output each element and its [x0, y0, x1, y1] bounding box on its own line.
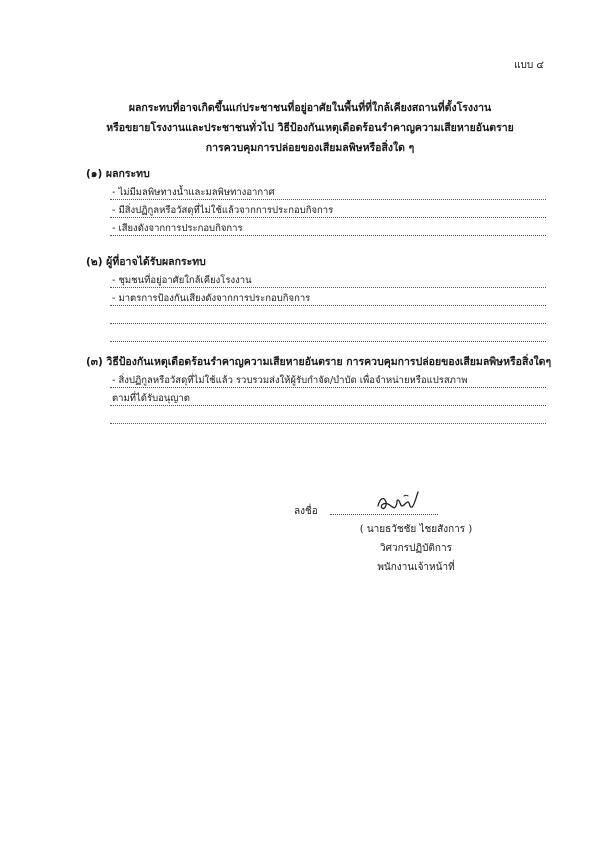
- dotted-line: [110, 306, 546, 324]
- prevention-item: ตามที่ได้รับอนุญาต: [112, 393, 190, 404]
- signature-row: [290, 494, 490, 516]
- dotted-line: [110, 370, 546, 388]
- section-heading: (๓) วิธีป้องกันเหตุเดือดร้อนรำคาญความเสียหายอันตราย การควบคุมการปล่อยของเสียมลพิษหรือสิ่งใดๆ: [86, 356, 552, 368]
- dotted-line: [110, 388, 546, 406]
- signer-role: พนักงานเจ้าหน้าที่: [377, 562, 455, 573]
- dotted-line: [110, 200, 546, 218]
- dotted-line: [110, 324, 546, 342]
- dotted-line: [110, 182, 546, 200]
- section-affected: [86, 254, 546, 342]
- form-code: แบบ ๔: [514, 60, 544, 71]
- impact-item: - ไม่มีมลพิษทางน้ำและมลพิษทางอากาศ: [112, 187, 275, 198]
- signer-details: [336, 520, 496, 577]
- signer-position: วิศวกรปฏิบัติการ: [380, 543, 452, 554]
- prevention-item: - สิ่งปฏิกูลหรือวัสดุที่ไม่ใช้แล้ว รวบรวมส่งให้ผู้รับกำจัด/บำบัด เพื่อจำหน่ายหรือแปรสภาพ: [112, 375, 468, 386]
- dotted-line: [110, 406, 546, 424]
- dotted-line: [110, 218, 546, 236]
- section-heading: (๒) ผู้ที่อาจได้รับผลกระทบ: [86, 256, 206, 268]
- section-impact: [86, 166, 546, 236]
- title-line-3: การควบคุมการปล่อยของเสียมลพิษหรือสิ่งใด ๆ: [205, 142, 415, 154]
- dotted-line: [110, 288, 546, 306]
- affected-item: - ชุมชนที่อยู่อาศัยใกล้เคียงโรงงาน: [112, 275, 252, 286]
- signature-block: [290, 494, 490, 577]
- signer-name: ( นายธวัชชัย ไชยสังการ ): [359, 524, 473, 535]
- impact-item: - เสียงดังจากการประกอบกิจการ: [112, 223, 243, 234]
- title-line-2: หรือขยายโรงงานและประชาชนทั่วไป วิธีป้องกันเหตุเดือดร้อนรำคาญความเสียหายอันตราย: [106, 122, 514, 134]
- section-heading: (๑) ผลกระทบ: [86, 168, 150, 180]
- affected-item: - มาตรการป้องกันเสียงดังจากการประกอบกิจการ: [112, 293, 311, 304]
- dotted-line: [110, 270, 546, 288]
- document-title: [60, 98, 560, 158]
- section-prevention: [86, 354, 552, 424]
- title-line-1: ผลกระทบที่อาจเกิดขึ้นแก่ประชาชนที่อยู่อาศัยในพื้นที่ที่ใกล้เคียงสถานที่ตั้งโรงงาน: [128, 102, 492, 114]
- signature-label: ลงชื่อ: [294, 506, 318, 517]
- handwritten-signature: [374, 488, 420, 516]
- impact-item: - มีสิ่งปฏิกูลหรือวัสดุที่ไม่ใช้แล้วจากการประกอบกิจการ: [112, 205, 334, 216]
